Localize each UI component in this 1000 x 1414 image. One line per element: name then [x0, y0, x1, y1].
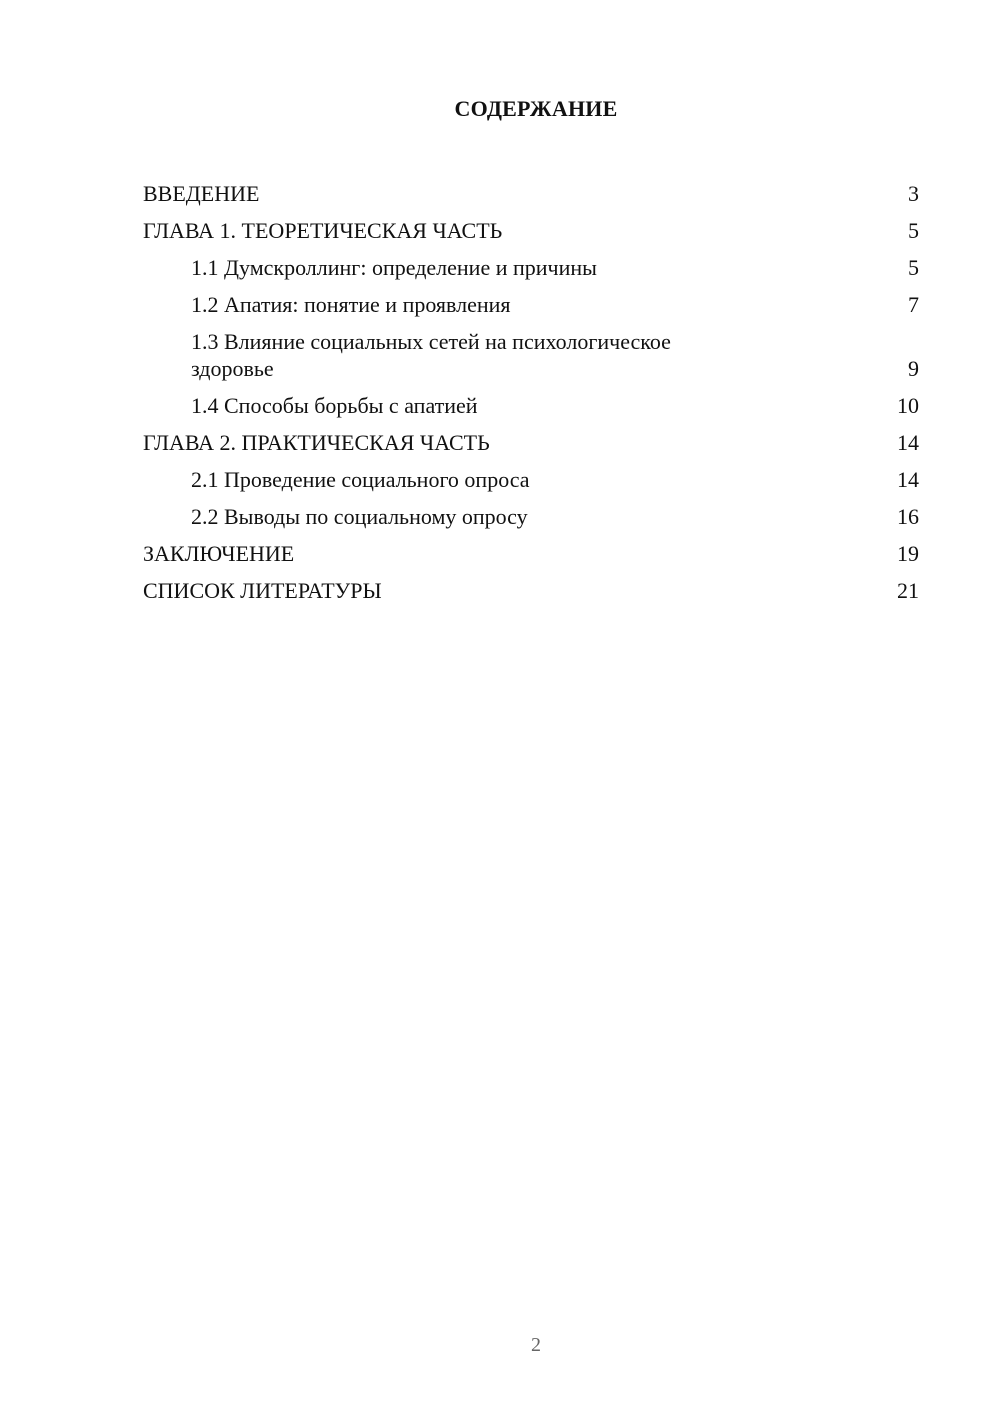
toc-entry-label: 1.4 Способы борьбы с апатией [191, 393, 478, 418]
toc-entry-label: СПИСОК ЛИТЕРАТУРЫ [143, 578, 382, 603]
toc-entry-section-1-3[interactable] [143, 318, 919, 382]
toc-entry-section-1-4[interactable] [143, 382, 919, 419]
toc-entry-page: 14 [897, 430, 919, 455]
toc-entry-label: ГЛАВА 1. ТЕОРЕТИЧЕСКАЯ ЧАСТЬ [143, 218, 503, 243]
toc-entry-introduction[interactable] [143, 170, 919, 207]
toc-entry-chapter-1[interactable] [143, 207, 919, 244]
toc-entry-page: 5 [908, 218, 919, 243]
page-title: СОДЕРЖАНИЕ [454, 96, 618, 121]
toc-entry-page: 19 [897, 541, 919, 566]
toc-entry-page: 3 [908, 181, 919, 206]
toc-entry-label: 2.1 Проведение социального опроса [191, 467, 530, 492]
toc-entry-page: 10 [897, 393, 919, 418]
toc-entry-label: 1.3 Влияние социальных сетей на психологическое здоровье [191, 329, 671, 381]
toc-entry-references[interactable] [143, 567, 919, 604]
toc-entry-section-1-2[interactable] [143, 281, 919, 318]
toc-entry-label: ЗАКЛЮЧЕНИЕ [143, 541, 295, 566]
toc-entry-label: 2.2 Выводы по социальному опросу [191, 504, 528, 529]
toc-entry-label: 1.1 Думскроллинг: определение и причины [191, 255, 597, 280]
toc-entry-page: 16 [897, 504, 919, 529]
page-number: 2 [531, 1334, 541, 1356]
toc-entry-page: 9 [908, 356, 919, 381]
toc-entry-chapter-2[interactable] [143, 419, 919, 456]
toc-entry-label: ГЛАВА 2. ПРАКТИЧЕСКАЯ ЧАСТЬ [143, 430, 490, 455]
toc-entry-page: 7 [908, 292, 919, 317]
toc-entry-section-2-1[interactable] [143, 456, 919, 493]
toc-entry-page: 5 [908, 255, 919, 280]
toc-entry-section-2-2[interactable] [143, 493, 919, 530]
table-of-contents [143, 170, 919, 604]
toc-entry-page: 21 [897, 578, 919, 603]
toc-entry-page: 14 [897, 467, 919, 492]
toc-entry-conclusion[interactable] [143, 530, 919, 567]
toc-entry-label: 1.2 Апатия: понятие и проявления [191, 292, 511, 317]
toc-entry-section-1-1[interactable] [143, 244, 919, 281]
toc-entry-label: ВВЕДЕНИЕ [143, 181, 260, 206]
